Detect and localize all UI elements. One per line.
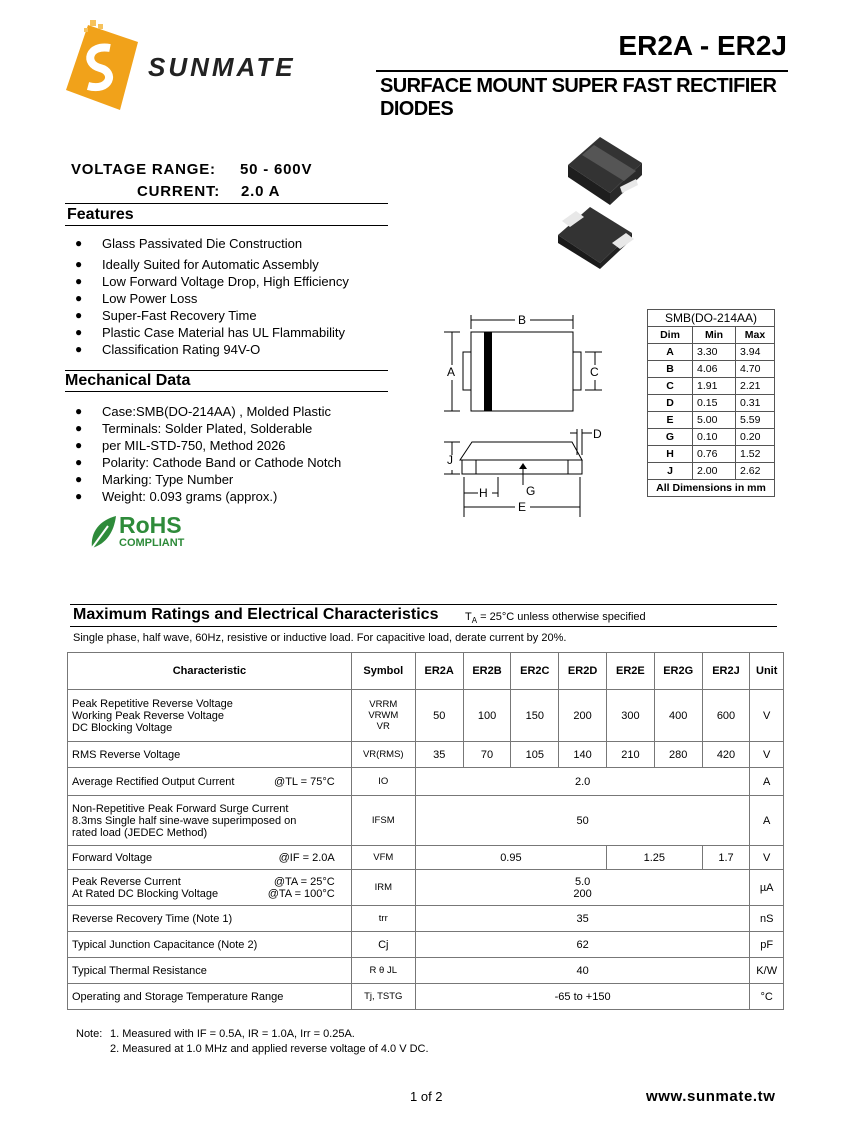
dim-cell: D (648, 395, 693, 412)
mechanical-item-continuation: ● per MIL-STD-750, Method 2026 (70, 437, 390, 454)
dim-label-e: E (518, 500, 527, 514)
current-label: CURRENT: (137, 183, 221, 200)
char-text: At Rated DC Blocking Voltage (72, 887, 219, 900)
char-text: Reverse Recovery Time (Note 1) (68, 906, 352, 932)
dim-cell: 1.91 (693, 378, 736, 395)
symbol: R θ JL (351, 958, 415, 984)
unit-cell: pF (750, 932, 784, 958)
dim-cell: 1.52 (736, 446, 775, 463)
note-2: 2. Measured at 1.0 MHz and applied reverse voltage of 4.0 V DC. (110, 1043, 429, 1055)
divider (65, 203, 388, 204)
dim-label-c: C (590, 365, 599, 379)
value-cell: 0.95 (415, 846, 606, 870)
dim-cell: A (648, 344, 693, 361)
symbol: VR (376, 721, 390, 732)
dim-cell: 4.70 (736, 361, 775, 378)
dim-cell: J (648, 463, 693, 480)
char-text: rated load (JEDEC Method) (72, 826, 208, 839)
voltage-range-label: VOLTAGE RANGE: (71, 161, 216, 178)
dim-label-h: H (479, 486, 488, 500)
value-cell: 35 (415, 742, 463, 768)
feature-item: ● Low Forward Voltage Drop, High Efficiency (70, 273, 390, 290)
value-cell: 2.0 (415, 768, 750, 796)
char-text: 8.3ms Single half sine-wave superimposed on (72, 814, 297, 827)
dim-cell: 2.21 (736, 378, 775, 395)
dim-header: Dim (648, 327, 693, 344)
value-cell: 400 (654, 690, 702, 742)
value-cell: 140 (559, 742, 607, 768)
unit-cell: A (750, 796, 784, 846)
value-cell: 200 (573, 887, 592, 900)
col-header: ER2B (463, 653, 511, 690)
dim-cell: 0.10 (693, 429, 736, 446)
value-cell: 105 (511, 742, 559, 768)
rohs-label: RoHS (119, 512, 182, 538)
char-text: Average Rectified Output Current (72, 775, 235, 788)
col-header: ER2E (607, 653, 655, 690)
col-header: Symbol (351, 653, 415, 690)
char-text: Operating and Storage Temperature Range (68, 984, 352, 1010)
value-cell: 1.25 (607, 846, 703, 870)
website-link[interactable]: www.sunmate.tw (646, 1088, 776, 1105)
dim-label-b: B (518, 313, 527, 327)
dim-cell: H (648, 446, 693, 463)
divider (65, 370, 388, 371)
value-cell: 300 (607, 690, 655, 742)
dim-cell: C (648, 378, 693, 395)
col-header: ER2J (702, 653, 750, 690)
table-row (68, 870, 784, 906)
condition-text: @TL = 75°C (274, 775, 335, 788)
value-cell: 1.7 (702, 846, 750, 870)
value-cell: 40 (415, 958, 750, 984)
divider (65, 391, 388, 392)
col-header: Characteristic (68, 653, 352, 690)
dim-cell: 2.00 (693, 463, 736, 480)
feature-item-continuation: ● Classification Rating 94V-O (70, 341, 390, 358)
unit-cell: °C (750, 984, 784, 1010)
title-rule (376, 70, 788, 72)
dim-label-g: G (526, 484, 536, 498)
unit-cell: V (750, 846, 784, 870)
symbol: VFM (351, 846, 415, 870)
char-text: Peak Reverse Current (72, 875, 181, 888)
value-cell: 600 (702, 690, 750, 742)
dim-cell: 3.94 (736, 344, 775, 361)
value-cell: 50 (415, 796, 750, 846)
value-cell: 420 (702, 742, 750, 768)
dim-cell: 5.59 (736, 412, 775, 429)
mechanical-item: ● Case:SMB(DO-214AA) , Molded Plastic (70, 403, 390, 420)
divider (70, 626, 777, 627)
dimensions-footer: All Dimensions in mm (648, 480, 775, 497)
voltage-range-value: 50 - 600V (240, 161, 313, 178)
col-header: ER2A (415, 653, 463, 690)
dim-cell: E (648, 412, 693, 429)
char-text: Peak Repetitive Reverse Voltage (72, 697, 233, 710)
symbol: VR(RMS) (351, 742, 415, 768)
col-header: ER2D (559, 653, 607, 690)
char-text: Forward Voltage (72, 851, 153, 864)
value-cell: 5.0 (574, 875, 591, 888)
note-1: 1. Measured with IF = 0.5A, IR = 1.0A, Irr = 0.25A. (110, 1028, 355, 1040)
unit-cell: V (750, 742, 784, 768)
mechanical-item: ● Terminals: Solder Plated, Solderable (70, 420, 390, 437)
electrical-characteristics-table (67, 652, 784, 1010)
dim-cell: 0.20 (736, 429, 775, 446)
dim-cell: G (648, 429, 693, 446)
package-outline-diagram (430, 305, 615, 520)
char-text: Non-Repetitive Peak Forward Surge Current (72, 802, 289, 815)
logo-wordmark: SUNMATE (148, 52, 296, 82)
max-ratings-intro: Single phase, half wave, 60Hz, resistive or inductive load. For capacitive load, derate current by 20%. (73, 632, 567, 644)
notes-label: Note: (76, 1028, 103, 1040)
table-row (68, 958, 784, 984)
char-text: RMS Reverse Voltage (68, 742, 352, 768)
value-cell: 70 (463, 742, 511, 768)
value-cell: 62 (415, 932, 750, 958)
char-text: Typical Junction Capacitance (Note 2) (68, 932, 352, 958)
rohs-compliant: COMPLIANT (119, 537, 185, 549)
dim-cell: 4.06 (693, 361, 736, 378)
table-row (68, 906, 784, 932)
unit-cell: nS (750, 906, 784, 932)
feature-item: ● Plastic Case Material has UL Flammability (70, 324, 390, 341)
dim-label-d: D (593, 427, 602, 441)
dimensions-table (647, 309, 775, 497)
symbol: VRWM (368, 710, 399, 721)
char-text: DC Blocking Voltage (72, 721, 173, 734)
dim-cell: 2.62 (736, 463, 775, 480)
dim-cell: 0.76 (693, 446, 736, 463)
table-row (68, 796, 784, 846)
dim-cell: 0.31 (736, 395, 775, 412)
max-ratings-heading: Maximum Ratings and Electrical Characteristics (73, 606, 439, 623)
mechanical-item: ● Weight: 0.093 grams (approx.) (70, 488, 390, 505)
part-range-title: ER2A - ER2J (618, 30, 787, 61)
condition-text: @TA = 25°C (273, 875, 335, 888)
condition-text: @TA = 100°C (267, 887, 335, 900)
unit-cell: A (750, 768, 784, 796)
symbol: VRRM (369, 699, 398, 710)
feature-item: ● Low Power Loss (70, 290, 390, 307)
diode-package-photo (550, 135, 650, 270)
divider (70, 604, 777, 605)
col-header: ER2C (511, 653, 559, 690)
char-text: Working Peak Reverse Voltage (72, 709, 225, 722)
dim-label-a: A (447, 365, 456, 379)
mechanical-item: ● Polarity: Cathode Band or Cathode Notch (70, 454, 390, 471)
char-text: Typical Thermal Resistance (68, 958, 352, 984)
mechanical-item: ● Marking: Type Number (70, 471, 390, 488)
table-row (68, 932, 784, 958)
symbol: IO (351, 768, 415, 796)
feature-item: ● Super-Fast Recovery Time (70, 307, 390, 324)
subtitle: SURFACE MOUNT SUPER FAST RECTIFIER DIODES (380, 75, 777, 120)
table-row (68, 742, 784, 768)
table-row (68, 984, 784, 1010)
max-ratings-condition: $T_A = 25^\circ C$ unless otherwise specified (465, 611, 646, 626)
value-cell: 100 (463, 690, 511, 742)
dim-cell: 5.00 (693, 412, 736, 429)
dim-cell: 0.15 (693, 395, 736, 412)
unit-cell: µA (750, 870, 784, 906)
divider (65, 225, 388, 226)
value-cell: 280 (654, 742, 702, 768)
col-header: Unit (750, 653, 784, 690)
dim-header: Max (736, 327, 775, 344)
dim-header: Min (693, 327, 736, 344)
page-number: 1 of 2 (410, 1089, 443, 1104)
value-cell: 35 (415, 906, 750, 932)
unit-cell: V (750, 690, 784, 742)
sunmate-logo (58, 20, 148, 115)
feature-item: ● Glass Passivated Die Construction (70, 235, 390, 252)
symbol: Tj, TSTG (351, 984, 415, 1010)
table-row (68, 690, 784, 742)
features-heading: Features (67, 206, 134, 223)
current-value: 2.0 A (241, 183, 281, 200)
symbol: IFSM (351, 796, 415, 846)
symbol: Cj (351, 932, 415, 958)
table-row (68, 846, 784, 870)
dim-cell: 3.30 (693, 344, 736, 361)
features-list (70, 235, 390, 358)
dim-cell: B (648, 361, 693, 378)
value-cell: 50 (415, 690, 463, 742)
mechanical-heading: Mechanical Data (65, 372, 191, 389)
value-cell: 200 (559, 690, 607, 742)
table-row (68, 768, 784, 796)
value-cell: 150 (511, 690, 559, 742)
unit-cell: K/W (750, 958, 784, 984)
rohs-leaf-icon (88, 514, 118, 550)
value-cell: -65 to +150 (415, 984, 750, 1010)
feature-item: ● Ideally Suited for Automatic Assembly (70, 256, 390, 273)
dimensions-package: SMB(DO-214AA) (648, 310, 775, 327)
condition-text: @IF = 2.0A (278, 851, 335, 864)
mechanical-list (70, 403, 390, 505)
symbol: trr (351, 906, 415, 932)
col-header: ER2G (654, 653, 702, 690)
symbol: IRM (351, 870, 415, 906)
value-cell: 210 (607, 742, 655, 768)
dim-label-j: J (447, 453, 453, 467)
